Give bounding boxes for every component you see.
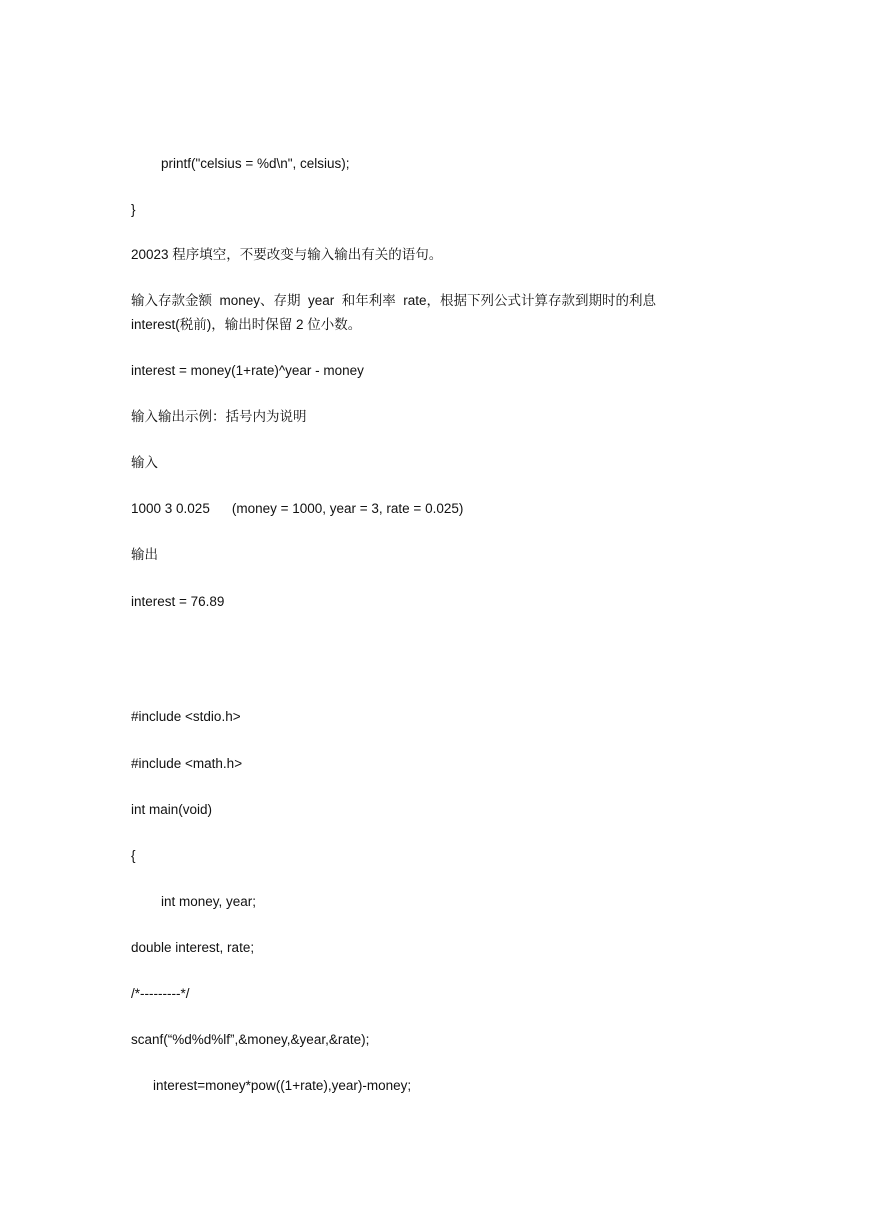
code-line-scanf: scanf(“%d%d%lf”,&money,&year,&rate); xyxy=(131,1032,370,1047)
code-line-printf: printf("celsius = %d\n", celsius); xyxy=(161,156,350,171)
formula: interest = money(1+rate)^year - money xyxy=(131,363,364,378)
code-line-double-decl: double interest, rate; xyxy=(131,940,255,955)
io-example-heading: 输入输出示例：括号内为说明 xyxy=(131,409,307,424)
input-example-note: (money = 1000, year = 3, rate = 0.025) xyxy=(231,501,464,516)
input-example xyxy=(131,499,463,519)
code-line-include-stdio: #include <stdio.h> xyxy=(131,709,241,724)
input-example-values: 1000 3 0.025 xyxy=(131,501,210,516)
code-line-close-brace: } xyxy=(131,202,136,217)
code-line-interest: interest=money*pow((1+rate),year)-money; xyxy=(153,1078,412,1093)
code-line-int-decl: int money, year; xyxy=(161,894,257,909)
problem-heading: 20023 程序填空，不要改变与输入输出有关的语句。 xyxy=(131,247,443,262)
output-label: 输出 xyxy=(131,547,158,562)
problem-description-1: 输入存款金额 money、存期 year 和年利率 rate，根据下列公式计算存款到期时的利息 xyxy=(131,293,657,308)
code-line-main: int main(void) xyxy=(131,802,213,817)
input-label: 输入 xyxy=(131,455,158,470)
code-line-open-brace: { xyxy=(131,848,136,863)
code-line-comment: /*---------*/ xyxy=(131,986,190,1001)
output-example: interest = 76.89 xyxy=(131,594,225,609)
code-line-include-math: #include <math.h> xyxy=(131,756,243,771)
problem-description-2: interest(税前)，输出时保留 2 位小数。 xyxy=(131,317,362,332)
